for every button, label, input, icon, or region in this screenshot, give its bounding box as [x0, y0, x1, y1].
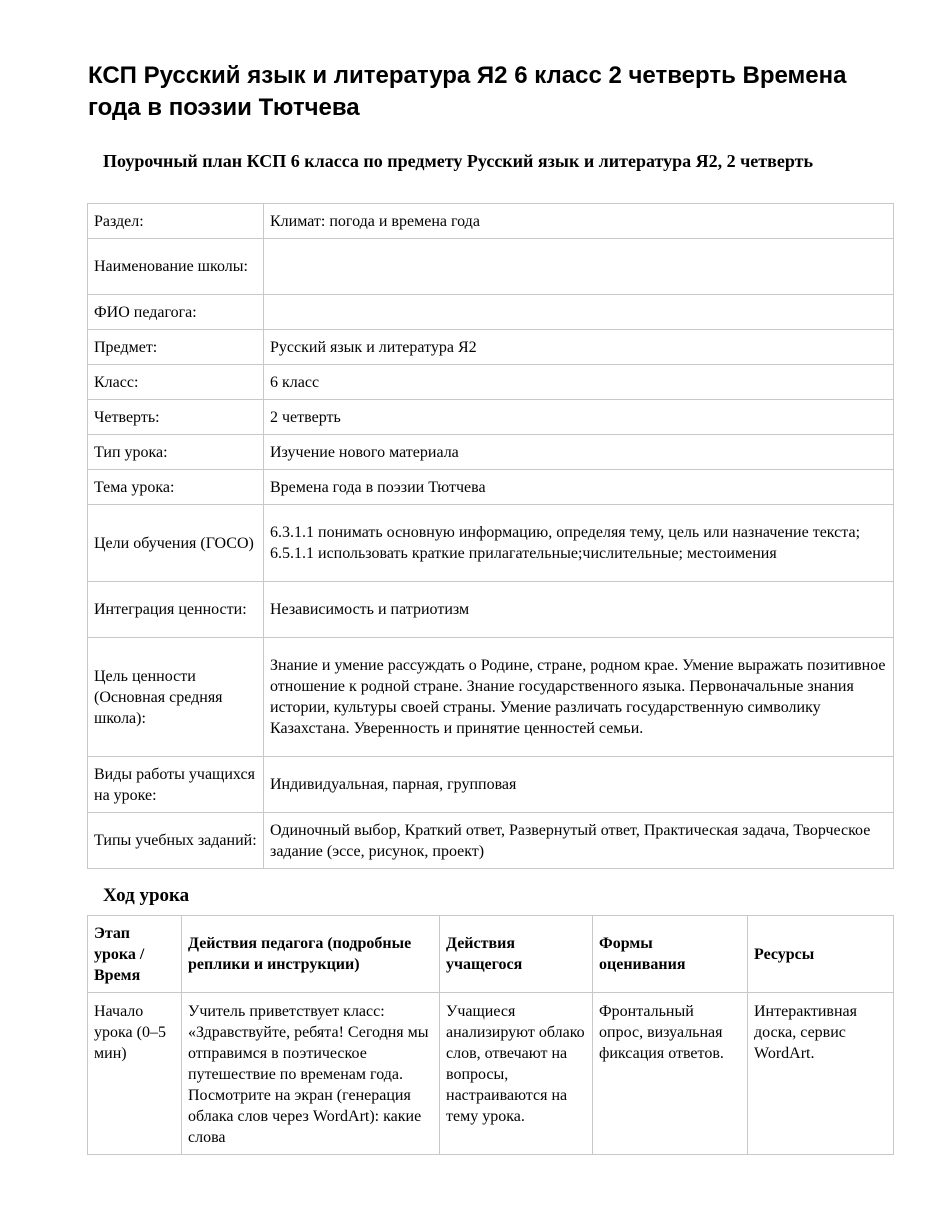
lesson-student-cell: Учащиеся анализируют облако слов, отвечают на вопросы, настраиваются на тему урока. [440, 993, 593, 1155]
info-label: Класс: [88, 365, 264, 400]
info-row-lesson-type [88, 435, 894, 470]
info-value: Времена года в поэзии Тютчева [264, 470, 894, 505]
info-row-quarter [88, 400, 894, 435]
info-value [264, 239, 894, 295]
info-row-lesson-topic [88, 470, 894, 505]
info-row-school [88, 239, 894, 295]
info-value: Независимость и патриотизм [264, 582, 894, 638]
info-row-subject [88, 330, 894, 365]
info-table [87, 203, 894, 869]
lesson-row [88, 993, 894, 1155]
info-value [264, 295, 894, 330]
info-row-section [88, 204, 894, 239]
lesson-section-heading: Ход урока [103, 885, 190, 906]
info-label: Интеграция ценности: [88, 582, 264, 638]
lesson-teacher-cell: Учитель приветствует класс: «Здравствуйте, ребята! Сегодня мы отправимся в поэтическое путешествие по временам года. Посмотрите на экран (генерация облака слов через WordArt): какие слова [182, 993, 440, 1155]
lesson-header-row [88, 916, 894, 993]
lesson-flow-table [87, 915, 894, 1155]
info-row-learning-goals [88, 505, 894, 582]
header-resources: Ресурсы [748, 916, 894, 993]
info-row-values-integration [88, 582, 894, 638]
info-row-grade [88, 365, 894, 400]
info-label: Предмет: [88, 330, 264, 365]
info-row-teacher [88, 295, 894, 330]
info-row-value-goal [88, 638, 894, 757]
info-label: Тема урока: [88, 470, 264, 505]
info-label: Тип урока: [88, 435, 264, 470]
info-row-work-types [88, 757, 894, 813]
info-label: Виды работы учащихся на уроке: [88, 757, 264, 813]
document-subtitle: Поурочный план КСП 6 класса по предмету Русский язык и литература Я2, 2 четверть [103, 151, 813, 171]
info-value: Русский язык и литература Я2 [264, 330, 894, 365]
info-value: Одиночный выбор, Краткий ответ, Развернутый ответ, Практическая задача, Творческое задание (эссе, рисунок, проект) [264, 813, 894, 869]
header-stage-time: Этап урока / Время [88, 916, 182, 993]
info-value: 6 класс [264, 365, 894, 400]
info-value: Изучение нового материала [264, 435, 894, 470]
info-label: Наименование школы: [88, 239, 264, 295]
info-label: Типы учебных заданий: [88, 813, 264, 869]
header-student-actions: Действия учащегося [440, 916, 593, 993]
info-row-task-types [88, 813, 894, 869]
info-value: Климат: погода и времена года [264, 204, 894, 239]
info-label: Четверть: [88, 400, 264, 435]
lesson-resources-cell: Интерактивная доска, сервис WordArt. [748, 993, 894, 1155]
info-label: Раздел: [88, 204, 264, 239]
info-value: Индивидуальная, парная, групповая [264, 757, 894, 813]
info-label: Цель ценности (Основная средняя школа): [88, 638, 264, 757]
document-title: КСП Русский язык и литература Я2 6 класс 2 четверть Времена года в поэзии Тютчева [88, 62, 847, 121]
header-teacher-actions: Действия педагога (подробные реплики и инструкции) [182, 916, 440, 993]
info-label: ФИО педагога: [88, 295, 264, 330]
info-value: 6.3.1.1 понимать основную информацию, определяя тему, цель или назначение текста; 6.5.1.1 использовать краткие прилагательные;числительные; местоимения [264, 505, 894, 582]
lesson-assessment-cell: Фронтальный опрос, визуальная фиксация ответов. [593, 993, 748, 1155]
header-assessment-forms: Формы оценивания [593, 916, 748, 993]
info-value: 2 четверть [264, 400, 894, 435]
lesson-stage-cell: Начало урока (0–5 мин) [88, 993, 182, 1155]
info-value: Знание и умение рассуждать о Родине, стране, родном крае. Умение выражать позитивное отношение к родной стране. Знание государственного языка. Первоначальные знания истории, культуры своей страны. Умение различать государственную символику Казахстана. Уверенность и принятие ценностей семьи. [264, 638, 894, 757]
info-label: Цели обучения (ГОСО) [88, 505, 264, 582]
